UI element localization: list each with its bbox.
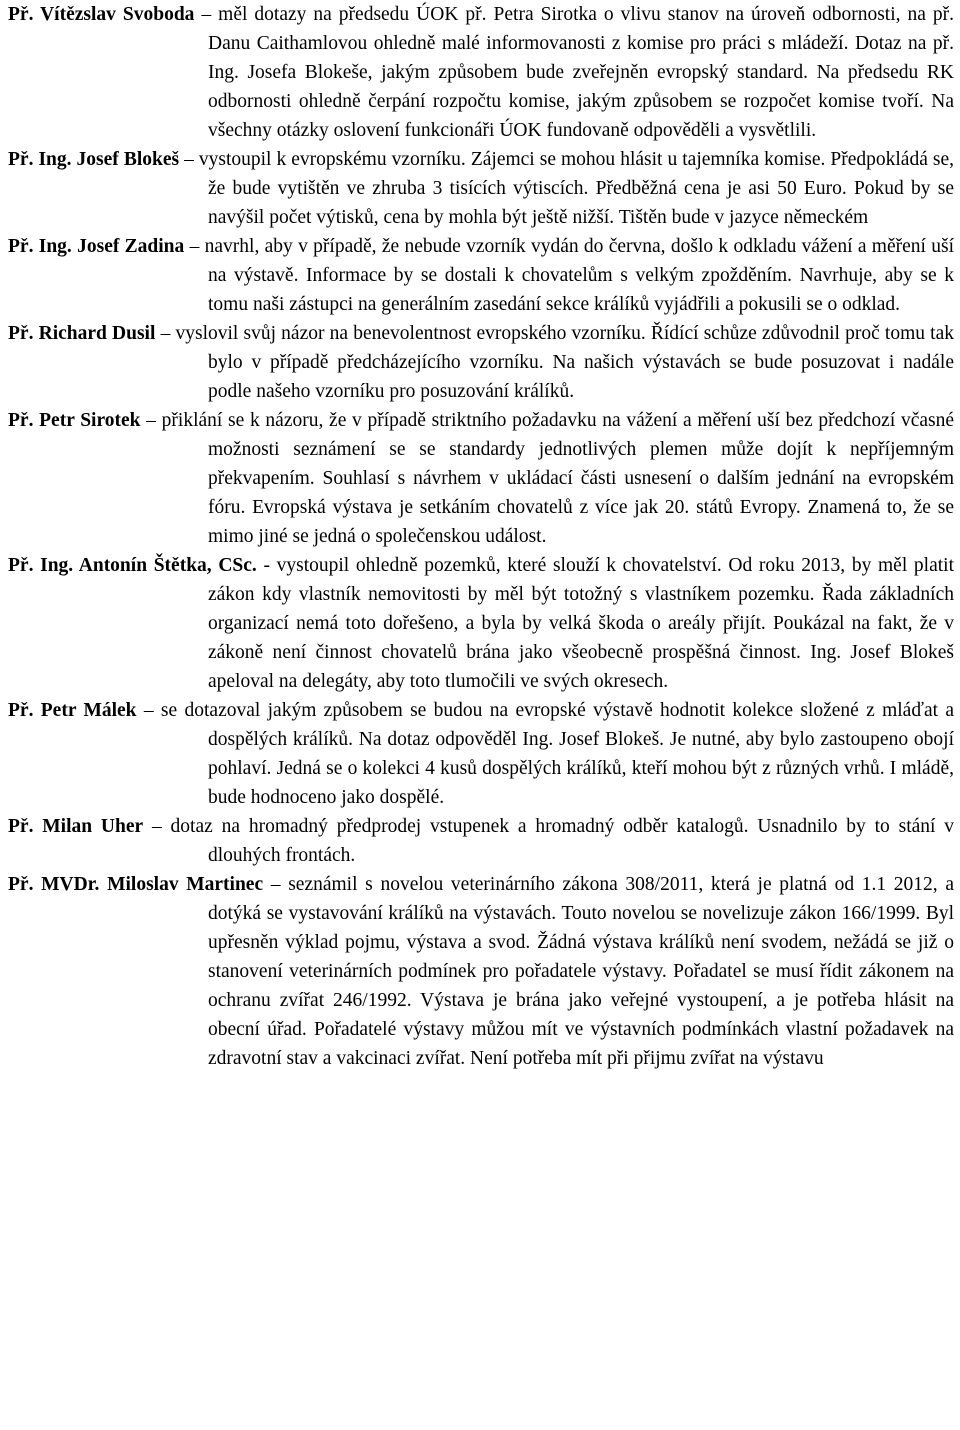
entry-text: – přiklání se k názoru, že v případě striktního požadavku na vážení a měření uší bez předchozí včasné možnosti seznámení se se standardy jednotlivých plemen může dojít k nepříjemným překvapením. Souhlasí s návrhem v ukládací části usnesení o dalším jednání na evropském fóru. Evropská výstava je setkáním chovatelů z více jak 20. států Evropy. Znamená to, že se mimo jiné se jedná o společenskou událost.: [146, 410, 954, 547]
entry-text: – dotaz na hromadný předprodej vstupenek a hromadný odběr katalogů. Usnadnilo by to stání v dlouhých frontách.: [151, 816, 955, 866]
entry-text: – vystoupil k evropskému vzorníku. Zájemci se mohou hlásit u tajemníka komise. Předpokládá se, že bude vytištěn ve zhruba 3 tisících výtiscích. Předběžná cena je asi 50 Euro. Pokud by se navýšil počet výtisků, cena by mohla být ještě nižší. Tištěn bude v jazyce německém: [184, 149, 955, 228]
entry-martinec: [8, 870, 954, 1073]
speaker-name: Př. Ing. Josef Blokeš: [8, 149, 180, 170]
speaker-name: Př. Richard Dusil: [8, 323, 156, 344]
speaker-name: Př. Petr Málek: [8, 700, 137, 721]
speaker-name: Př. Vítězslav Svoboda: [8, 4, 195, 25]
speaker-name: Př. Milan Uher: [8, 816, 144, 837]
entry-dusil: [8, 319, 954, 406]
entry-text: – navrhl, aby v případě, že nebude vzorník vydán do června, došlo k odkladu vážení a měření uší na výstavě. Informace by se dostali k chovatelům s velkým zpožděním. Navrhuje, aby se k tomu naši zástupci na generálním zasedání sekce králíků vyjádřili a pokusili se o odklad.: [189, 236, 954, 315]
entry-text: – se dotazoval jakým způsobem se budou na evropské výstavě hodnotit kolekce složené z mláďat a dospělých králíků. Na dotaz odpověděl Ing. Josef Blokeš. Je nutné, aby bylo zastoupeno obojí pohlaví. Jedná se o kolekci 4 kusů dospělých králíků, kteří mohou být z různých vrhů. I mládě, bude hodnoceno jako dospělé.: [143, 700, 954, 808]
speaker-name: Př. Ing. Josef Zadina: [8, 236, 185, 257]
entry-zadina: [8, 232, 954, 319]
speaker-name: Př. MVDr. Miloslav Martinec: [8, 874, 264, 895]
entry-malek: [8, 696, 954, 812]
entry-text: – měl dotazy na předsedu ÚOK př. Petra Sirotka o vlivu stanov na úroveň odbornosti, na př. Danu Caithamlovou ohledně malé informovanosti z komise pro práci s mládeží. Dotaz na př. Ing. Josefa Blokeše, jakým způsobem bude zveřejněn evropský standard. Na předsedu RK odbornosti ohledně čerpání rozpočtu komise, jakým způsobem se rozpočet komise tvoří. Na všechny otázky oslovení funkcionáři ÚOK fundovaně odpověděli a vysvětlili.: [201, 4, 955, 141]
speaker-name: Př. Petr Sirotek: [8, 410, 141, 431]
entry-uher: [8, 812, 954, 870]
entry-blokes: [8, 145, 954, 232]
entry-stetka: [8, 551, 954, 696]
entry-text: - vystoupil ohledně pozemků, které slouží k chovatelství. Od roku 2013, by měl platit zákon kdy vlastník nemovitosti by měl být totožný s vlastníkem pozemku. Řada základních organizací nemá toto dořešeno, a byla by velká škoda o areály přijít. Poukázal na fakt, že v zákoně není činnost chovatelů brána jako všeobecně prospěšná činnost. Ing. Josef Blokeš apeloval na delegáty, aby toto tlumočili ve svých okresech.: [208, 555, 954, 692]
entry-sirotek: [8, 406, 954, 551]
speaker-name: Př. Ing. Antonín Štětka, CSc.: [8, 555, 257, 576]
entry-text: – seznámil s novelou veterinárního zákona 308/2011, která je platná od 1.1 2012, a dotýká se vystavování králíků na výstavách. Touto novelou se novelizuje zákon 166/1999. Byl upřesněn výklad pojmu, výstava a svod. Žádná výstava králíků není svodem, nežádá se již o stanovení veterinárních podmínek pro pořadatele výstavy. Pořadatel se musí řídit zákonem na ochranu zvířat 246/1992. Výstava je brána jako veřejné vystoupení, a je potřeba hlásit na obecní úřad. Pořadatelé výstavy můžou mít ve výstavních podmínkách vlastní požadavek na zdravotní stav a vakcinaci zvířat. Není potřeba mít při přijmu zvířat na výstavu: [208, 874, 955, 1069]
entry-svoboda: [8, 0, 954, 145]
entry-text: – vyslovil svůj názor na benevolentnost evropského vzorníku. Řídící schůze zdůvodnil proč tomu tak bylo v případě předcházejícího vzorníku. Na našich výstavách se bude posuzovat i nadále podle našeho vzorníku pro posuzování králíků.: [160, 323, 954, 402]
